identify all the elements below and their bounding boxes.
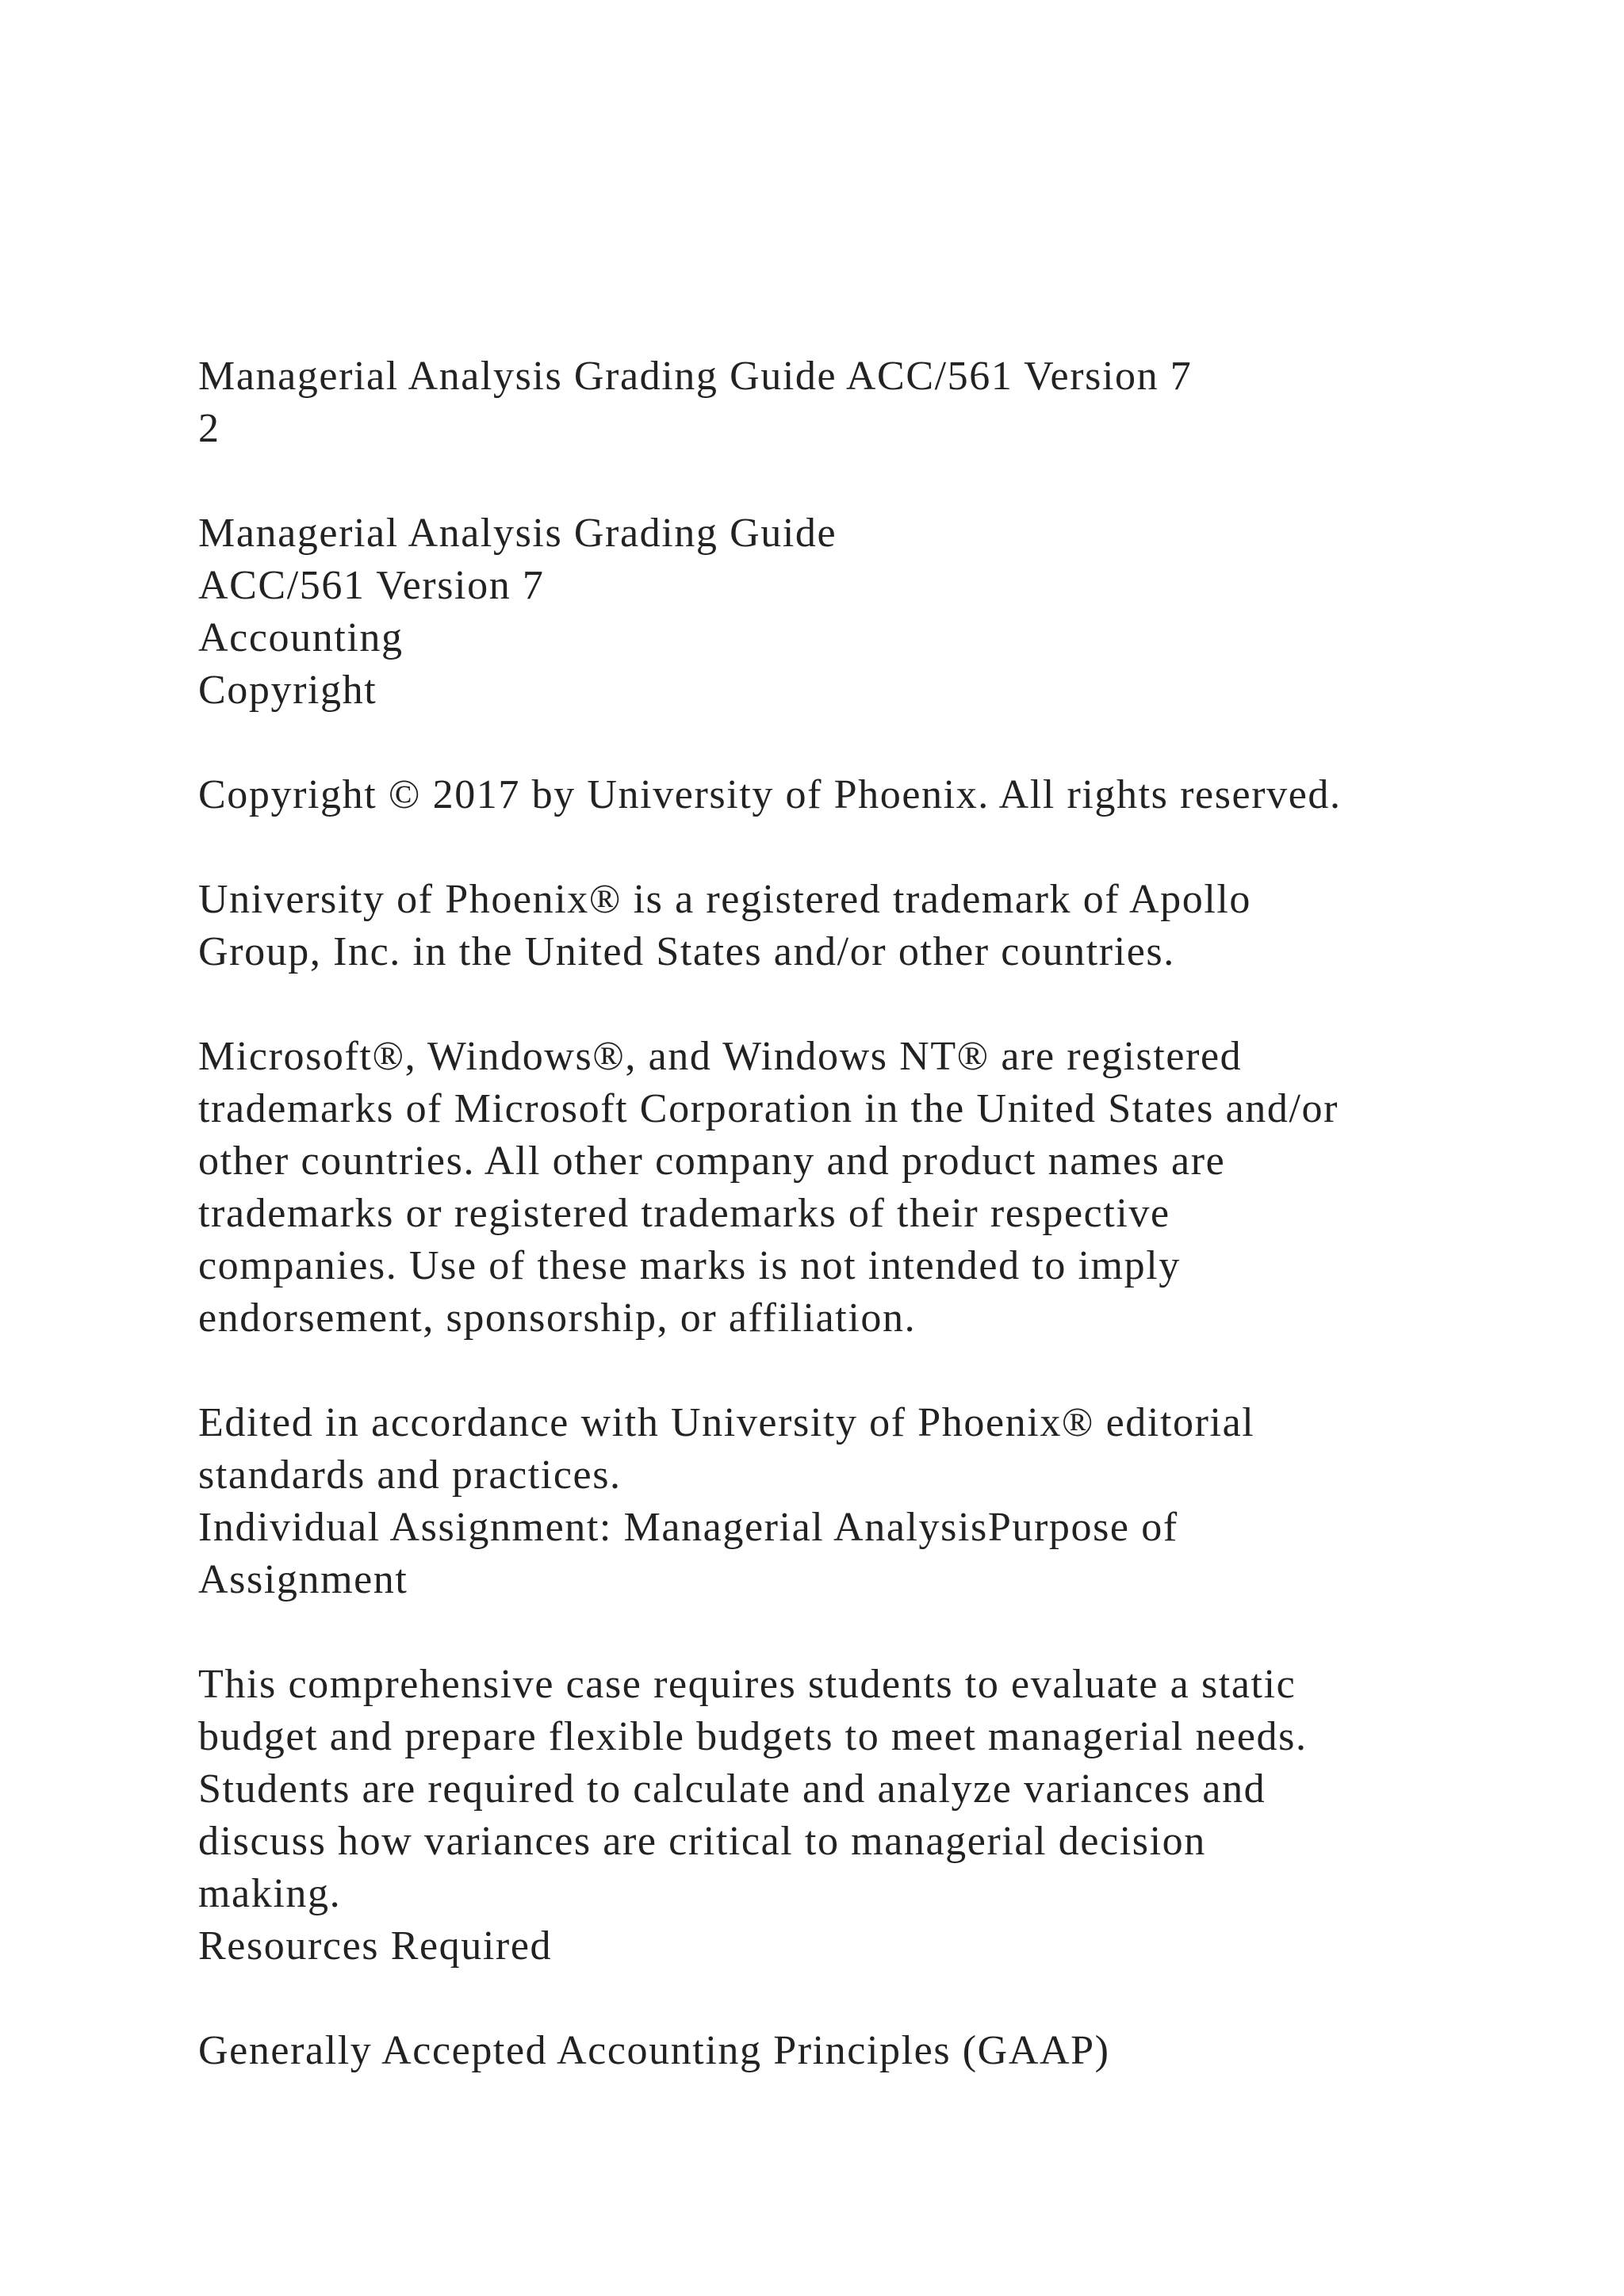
resource-item: Generally Accepted Accounting Principles (GAAP) (198, 2028, 1110, 2073)
spacer (198, 717, 1546, 769)
purpose-line: discuss how variances are critical to managerial decision (198, 1819, 1206, 1864)
trademark-ms-line: companies. Use of these marks is not intended to imply (198, 1243, 1181, 1288)
spacer (198, 1345, 1546, 1397)
spacer (198, 821, 1546, 874)
purpose-line: budget and prepare flexible budgets to meet managerial needs. (198, 1714, 1308, 1759)
spacer (198, 455, 1546, 507)
trademark-ms-line: Microsoft®, Windows®, and Windows NT® are registered (198, 1034, 1243, 1079)
page-number: 2 (198, 406, 220, 451)
spacer (198, 1973, 1546, 2025)
document-body (198, 350, 1546, 2077)
purpose-line: Students are required to calculate and analyze variances and (198, 1766, 1266, 1812)
trademark-uop-line: University of Phoenix® is a registered trademark of Apollo (198, 877, 1252, 922)
purpose-line: This comprehensive case requires students to evaluate a static (198, 1662, 1297, 1707)
spacer (198, 1606, 1546, 1659)
editorial-line: standards and practices. (198, 1452, 622, 1498)
copyright-notice: Copyright © 2017 by University of Phoenix. All rights reserved. (198, 772, 1342, 817)
purpose-line: making. (198, 1871, 342, 1916)
trademark-ms-line: endorsement, sponsorship, or affiliation. (198, 1295, 917, 1341)
running-header: Managerial Analysis Grading Guide ACC/561 Version 7 (198, 354, 1193, 399)
resources-heading: Resources Required (198, 1923, 553, 1969)
trademark-ms-line: trademarks or registered trademarks of their respective (198, 1191, 1170, 1236)
document-title: Managerial Analysis Grading Guide (198, 511, 837, 556)
assignment-heading: Assignment (198, 1557, 408, 1602)
course-code: ACC/561 Version 7 (198, 563, 545, 608)
trademark-uop-line: Group, Inc. in the United States and/or other countries. (198, 929, 1175, 974)
copyright-heading: Copyright (198, 668, 377, 713)
editorial-line: Edited in accordance with University of Phoenix® editorial (198, 1400, 1255, 1445)
spacer (198, 978, 1546, 1031)
trademark-ms-line: other countries. All other company and product names are (198, 1138, 1226, 1184)
assignment-heading: Individual Assignment: Managerial AnalysisPurpose of (198, 1505, 1178, 1550)
subject-label: Accounting (198, 615, 404, 660)
trademark-ms-line: trademarks of Microsoft Corporation in the United States and/or (198, 1086, 1339, 1131)
